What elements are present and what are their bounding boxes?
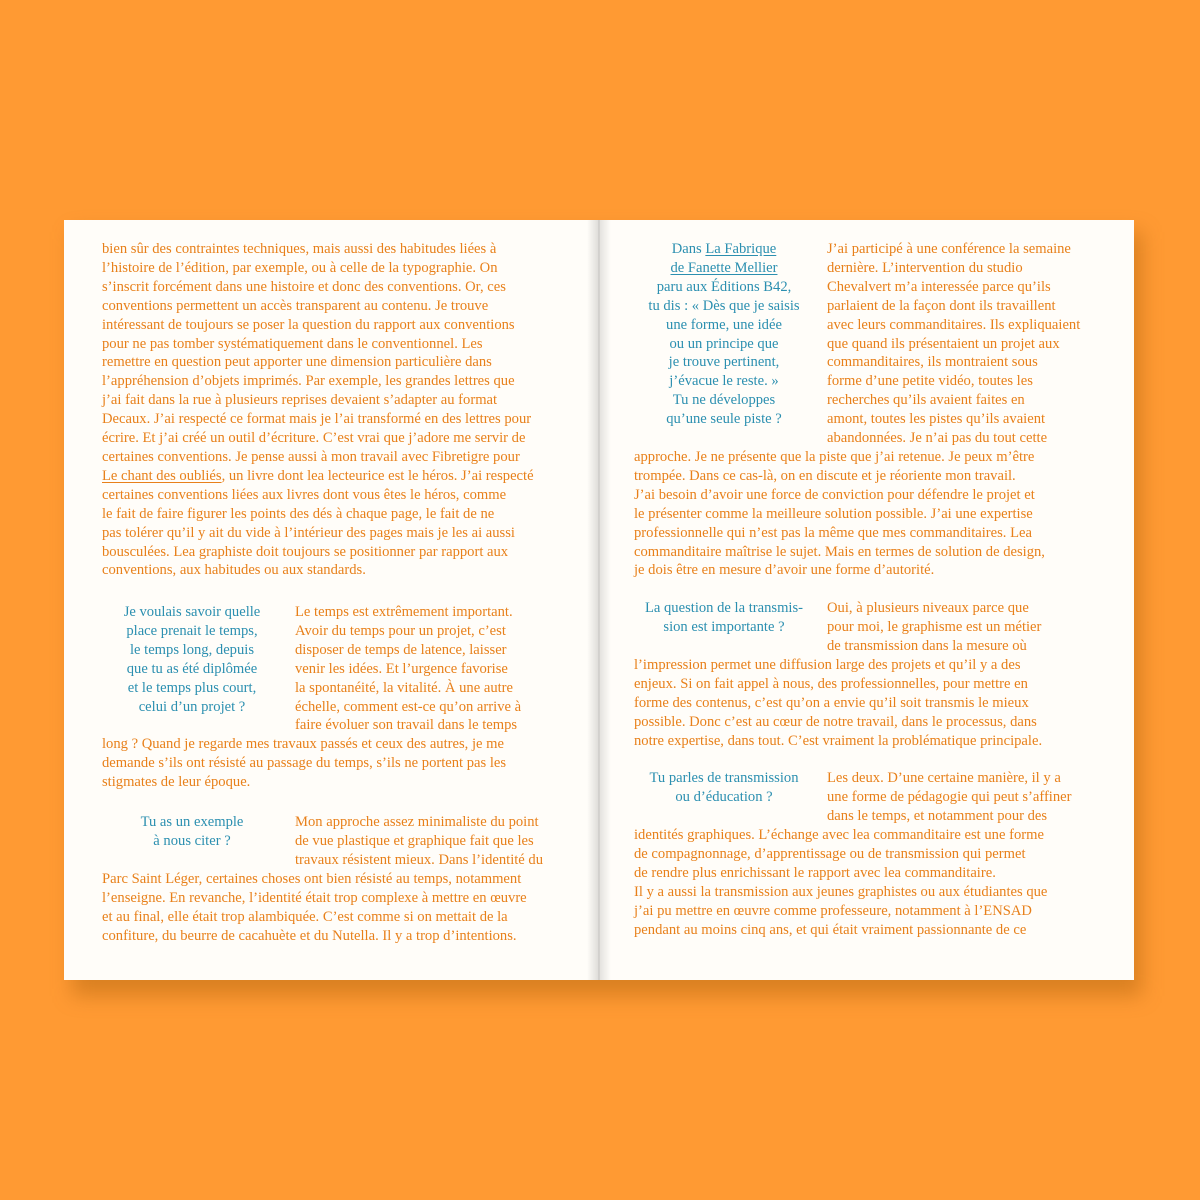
right-answer-0-full: approche. Je ne présente que la piste que j’ai retenue. Je peux m’être trompée. Dans ce cas-là, on en discute et je réoriente mon travail. J’ai besoin d’avoir une force de conviction pour défendre le projet et le présenter comme la meilleure solution possible. J’ai une expertise professionnelle qui n’est pas la même que mes commanditaires. Lea commanditaire maîtrise le sujet. Mais en termes de solution de design, je dois être en mesure d’avoir une forme d’autorité. xyxy=(634,449,1045,579)
right-question-1: La question de la transmis- sion est importante ? xyxy=(644,600,804,635)
left-question-2: Tu as un exemple à nous citer ? xyxy=(140,814,244,849)
fabrique-link: La Fabrique xyxy=(705,241,777,257)
book-title-link: Le chant des oubliés xyxy=(102,467,222,484)
book-spread xyxy=(64,220,1134,980)
fabrique-link-2: de Fanette Mellier xyxy=(670,259,778,276)
right-answer-2-side: Les deux. D’une certaine manière, il y a une forme de pédagogie qui peut s’affiner dans le temps, et notamment pour des xyxy=(827,770,1072,824)
left-answer-1-full: long ? Quand je regarde mes travaux passés et ceux des autres, je me demande s’ils ont résisté au passage du temps, s’ils ne portent pas les stigmates de leur époque. xyxy=(102,736,507,790)
right-question-2: Tu parles de transmission ou d’éducation ? xyxy=(649,770,799,805)
left-answer-2-side: Mon approche assez minimaliste du point de vue plastique et graphique fait que les travaux résistent mieux. Dans l’identité du xyxy=(295,814,544,868)
book-gutter xyxy=(587,220,611,980)
left-paragraph-1: bien sûr des contraintes techniques, mais aussi des habitudes liées à l’histoire de l’édition, par exemple, ou à celle de la typographie. On s’inscrit forcément dans une histoire et donc des conventions. Or, ces conventions permettent un accès transparent au contenu. Je trouve intéressant de toujours se poser la question du rapport aux conventions pour ne pas tomber systématiquement dans le conventionnel. Les remettre en question peut apporter une dimension particulière dans l’appréhension d’objets imprimés. Par exemple, les grandes lettres que j’ai fait dans la rue à plusieurs reprises devaient s’adapter au format Decaux. J’ai respecté ce format mais je l’ai transformé en des lettres pour écrire. Et j’ai créé un outil d’écriture. C’est vrai que j’adore me servir de certaines conventions. Je pense aussi à mon travail avec Fibretigre pour Le chant des oubliés, un livre dont lea lecteurice est le héros. J’ai respecté certaines conventions liées aux livres dont vous êtes le héros, comme le fait de faire figurer les points des dés à chaque page, le fait de ne pas tolérer qu’il y ait du vide à l’intérieur des pages mais je les ai aussi bousculées. Lea graphiste doit toujours se positionner par rapport aux conventions, aux habitudes ou aux standards. xyxy=(102,241,534,579)
left-answer-1-side: Le temps est extrêmement important. Avoir du temps pour un projet, c’est disposer de temps de latence, laisser venir les idées. Et l’urgence favorise la spontanéité, la vitalité. À une autre échelle, comment est-ce qu’on arrive à faire évoluer son travail dans le temps xyxy=(295,604,522,734)
right-answer-0-side: J’ai participé à une conférence la semaine dernière. L’intervention du studio Chevalvert m’a interessée parce qu’ils parlaient de la façon dont ils travaillent avec leurs commanditaires. Ils expliquaient que quand ils présentaient un projet aux commanditaires, ils montraient sous forme d’une petite vidéo, toutes les recherches qu’ils avaient faites en amont, toutes les pistes qu’ils avaient abandonnées. Je n’ai pas du tout cette xyxy=(827,241,1081,447)
right-answer-2-full: identités graphiques. L’échange avec lea commanditaire est une forme de compagnonnage, d’apprentissage ou de transmission qui permet de rendre plus enrichissant le rapport avec lea commanditaire. Il y a aussi la transmission aux jeunes graphistes ou aux étudiantes que j’ai pu mettre en œuvre comme professeure, notamment à l’ENSAD pendant au moins cinq ans, et qui était vraiment passionnante de ce xyxy=(634,827,1048,938)
right-question-0: Dans La Fabrique de Fanette Mellier paru aux Éditions B42, tu dis : « Dès que je saisis une forme, une idée ou un principe que je trouve pertinent, j’évacue le reste. » Tu ne développes qu’une seule piste ? xyxy=(648,241,800,428)
right-answer-1-side: Oui, à plusieurs niveaux parce que pour moi, le graphisme est un métier de transmission dans la mesure où xyxy=(827,600,1042,654)
left-question-1: Je voulais savoir quelle place prenait le temps, le temps long, depuis que tu as été diplômée et le temps plus court, celui d’un projet ? xyxy=(123,604,261,715)
right-answer-1-full: l’impression permet une diffusion large des projets et qu’il y a des enjeux. Si on fait appel à nous, des professionnelles, pour mettre en forme des contenus, c’est qu’on a envie qu’il soit transmis le mieux possible. Donc c’est au cœur de notre travail, dans le processus, dans notre expertise, dans tout. C’est vraiment la problématique principale. xyxy=(634,657,1043,749)
left-answer-2-full: Parc Saint Léger, certaines choses ont bien résisté au temps, notamment l’enseigne. En revanche, l’identité était trop complexe à mettre en œuvre et au final, elle était trop alambiquée. C’est comme si on mettait de la confiture, du beurre de cacahuète et du Nutella. Il y a trop d’intentions. xyxy=(102,871,527,944)
